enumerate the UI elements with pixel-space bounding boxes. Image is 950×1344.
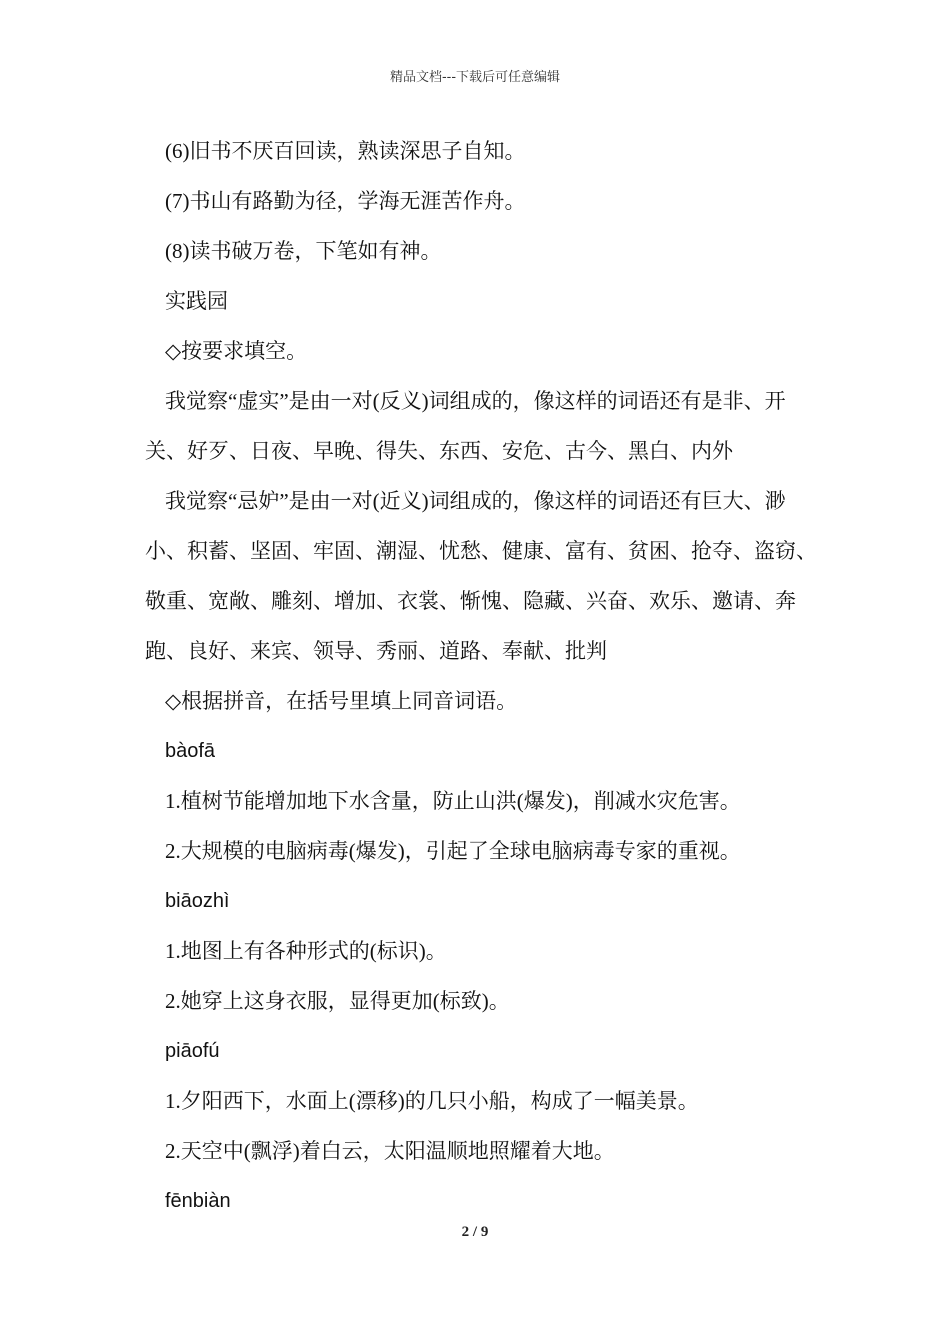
page-number: 2 / 9 [461, 1224, 489, 1240]
example-sentence: 2.大规模的电脑病毒(爆发)，引起了全球电脑病毒专家的重视。 [165, 839, 741, 863]
example-sentence: 2.天空中(飘浮)着白云，太阳温顺地照耀着大地。 [165, 1139, 615, 1163]
paragraph-synonyms: 我觉察“忌妒”是由一对(近义)词组成的，像这样的词语还有巨大、渺小、积蓄、坚固、牢固、潮湿、忧愁、健康、富有、贫困、抢夺、盗窃、敬重、宽敞、雕刻、增加、衣裳、惭愧、隐藏、兴奋、欢乐、邀请、奔跑、良好、来宾、领导、秀丽、道路、奉献、批判 [145, 489, 817, 663]
pinyin-label: fēnbiàn [165, 1190, 231, 1212]
example-sentence: 1.地图上有各种形式的(标识)。 [165, 939, 447, 963]
document-body [145, 126, 825, 1226]
exercise-instruction: ◇根据拼音，在括号里填上同音词语。 [165, 689, 518, 713]
paragraph-quote-8: (8)读书破万卷，下笔如有神。 [165, 239, 442, 263]
example-sentence: 1.夕阳西下，水面上(漂移)的几只小船，构成了一幅美景。 [165, 1089, 699, 1113]
section-heading: 实践园 [165, 289, 228, 313]
exercise-instruction: ◇按要求填空。 [165, 339, 308, 363]
pinyin-label: bàofā [165, 740, 216, 762]
page-header: 精品文档---下载后可任意编辑 [389, 70, 561, 85]
pinyin-label: piāofú [165, 1040, 220, 1062]
pinyin-label: biāozhì [165, 890, 230, 912]
paragraph-quote-6: (6)旧书不厌百回读，熟读深思子自知。 [165, 139, 526, 163]
paragraph-quote-7: (7)书山有路勤为径，学海无涯苦作舟。 [165, 189, 526, 213]
example-sentence: 1.植树节能增加地下水含量，防止山洪(爆发)，削减水灾危害。 [165, 789, 741, 813]
example-sentence: 2.她穿上这身衣服，显得更加(标致)。 [165, 989, 510, 1013]
paragraph-antonyms: 我觉察“虚实”是由一对(反义)词组成的，像这样的词语还有是非、开关、好歹、日夜、早晚、得失、东西、安危、古今、黑白、内外 [145, 389, 786, 463]
